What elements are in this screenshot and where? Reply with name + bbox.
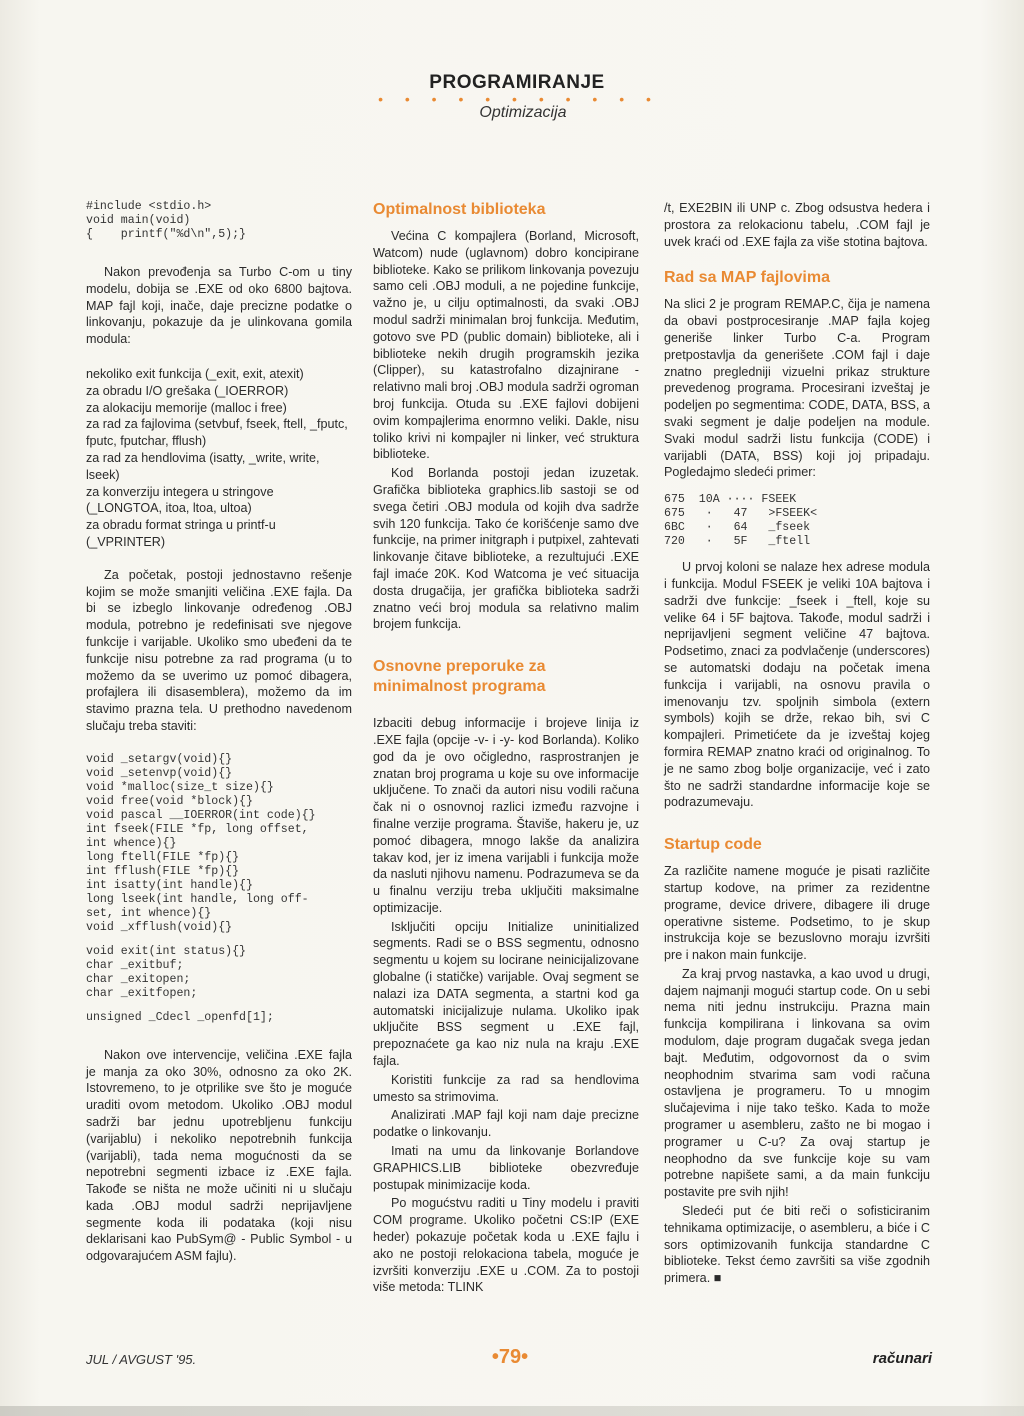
heading-optimalnost-biblioteka: Optimalnost biblioteka [373,201,546,218]
heading-rad-sa-map-fajlovima: Rad sa MAP fajlovima [664,269,830,287]
heading-startup-code: Startup code [664,836,762,854]
heading-osnovne-preporuke: Osnovne preporuke za minimalnost programa [373,658,546,696]
paragraph: Nakon ove intervencije, veličina .EXE fajla je manja za oko 30%, odnosno za oko 2K. Istovremeno, to je otprilike sve što je moguće uraditi ovom metodom. Ukoliko .OBJ modul sadrži bar jednu upotrebljenu funkciju (varijablu) i nekoliko nepotrebnih funkcija (varijabli), tada nema mogućnosti da se nepotrebni segmenti izbace iz .EXE fajla. Takođe se ništa ne može učiniti ni u slučaju kada .OBJ modul sadrži neprijavljene segmente koda ili podataka (koji nisu deklarisani kao PubSym@ - Public Symbol - u odgovarajućem ASM fajlu). [86,1047,352,1264]
column-2 [373,200,639,1298]
section-title: PROGRAMIRANJE [429,72,605,93]
paragraph: Koristiti funkcije za rad sa hendlovima umesto sa strimovima. [373,1072,639,1104]
paragraph: Za kraj prvog nastavka, a kao uvod u drugi, dajem najmanji mogući startup code. On u sebi nema niti jednu instrukciju. Prazna main funkcija kompilirana i linkovana sa ovim modulom, daje program dugačak svega jedan bajt. Međutim, odgovornost da o svim neophodnim stvarima sam vodi računa ostavljena je programeru. To u mnogim slučajevima i nije tako teško. Kada to može programer u asembleru, zašto ne bi mogao i programer u C-u? Za ovaj startup je neophodno da sve funkcije koje su vam potrebne napišete sami, a da main funkciju postavite pre svih njih! [664,966,930,1200]
list-item: za obradu format stringa u printf-u (_VPRINTER) [86,518,276,549]
page-header [0,72,1024,122]
paragraph: Za različite namene moguće je pisati različite startup kodove, na primer za rezidentne programe, device drivere, dibagere ili druge operativne sisteme. Podsetimo, to je skup instrukcija koje se bezuslovno moraju izvršiti pre i nakon main funkcije. [664,864,930,963]
paragraph: Na slici 2 je program REMAP.C, čija je namena da obavi postprocesiranje .MAP fajla kojeg generiše linker Turbo C-a. Program pretpostavlja da generišete .COM fajl i daje znatno pregledniji vizuelni prikaz strukture prevedenog programa. Procesirani izveštaj je podeljen po segmentima: CODE, DATA, BSS, a svaki segment je dalje podeljen na module. Svaki modul sadrži listu funkcija (CODE) i varijabli (DATA, BSS) koji joj pripadaju. Pogledajmo sledeći primer: [664,297,930,480]
code-block-stubs: void _setargv(void){} void _setenvp(void){} void *malloc(size_t size){} void free(void *block){} void pascal __IOERROR(int code){} int fseek(FILE *fp, long offset, int whence){} long ftell(FILE *fp){} int fflush(FILE *fp){} int isatty(int handle){} long lseek(int handle, long off- set, int whence){} void _xfflush(void){} [86,752,316,934]
section-subtitle: Optimizacija [479,104,567,121]
list-item: nekoliko exit funkcija (_exit, exit, atexit) [86,366,304,381]
scan-edge [0,1406,1024,1416]
paragraph: Većina C kompajlera (Borland, Microsoft, Watcom) nude (uglavnom) dobro koncipirane biblioteke. Kako se prilikom linkovanja povezuju samo celi .OBJ moduli, a ne pojedine funkcije, važno je, u cilju optimalnosti, da svaki .OBJ modul sadrži minimalan broj funkcija. Međutim, gotovo sve PD (public domain) biblioteke, ali i biblioteke nekih drugih programskih jezika (Clipper), su katastrofalno dizajnirane - relativno mali broj .OBJ modula sadrži ogroman broj funkcija. Otuda su .EXE fajlovi dobijeni ovim kompajlerima enormno veliki. Dakle, nisu toliko krivi ni kompajler ni linker, već struktura biblioteke. [373,229,640,462]
paragraph: Sledeći put će biti reči o sofisticiranim tehnikama optimizacije, o asembleru, a biće i C sors optimizovanih funkcija standardne C biblioteke. Tekst ćemo završiti sa više zgodnih primera. ■ [664,1204,930,1286]
module-list [86,366,352,551]
code-block-hello: #include <stdio.h> void main(void) { printf("%d\n",5);} [86,200,247,241]
paragraph: Kod Borlanda postoji jedan izuzetak. Grafička biblioteka graphics.lib sastoji se od svega četiri .OBJ modula od kojih dva sadrže svih 120 funkcija. Tako će korišćenje samo dve funkcije, na primer initgraph i putpixel, zahtevati linkovanje čitave biblioteke, a rezultujući .EXE fajl imaće 20K. Kod Watcoma je već situacija dosta drugačija, jer grafička biblioteka sadrži znatno veći broj modula sa relativno malim brojem funkcija. [373,466,639,632]
list-item: za rad za fajlovima (setvbuf, fseek, ftell, _fputc, fputc, fputchar, fflush) [86,417,348,449]
paragraph: Nakon prevođenja sa Turbo C-om u tiny modelu, dobija se .EXE od oko 6800 bajtova. MAP fajl koji, inače, daje precizne podatke o linkovanju, pokazuje da je ulinkovana gomila modula: [86,265,352,347]
paragraph: Za početak, postoji jednostavno rešenje kojim se može smanjiti veličina .EXE fajla. Da bi se izbeglo linkovanje određenog .OBJ modula, potrebno je redefinisati sve njegove funkcije i varijable. Ukoliko smo ubeđeni da te funkcije nisu potrebne za rad programa (u to možemo da se uverimo uz pomoć dibagera, profajlera ili disasemblera), možemo da im stavimo prazna tela. U prethodno navedenom slučaju treba staviti: [86,567,352,733]
column-1 [86,200,352,1267]
paragraph: Po mogućstvu raditi u Tiny modelu i praviti COM programe. Ukoliko početni CS:IP (EXE heder) pokazuje početak koda u .EXE fajlu i ako ne postoji relokaciona tabela, moguće je izvršiti konverziju .EXE u .COM. Za to postoji više metoda: TLINK [373,1196,639,1295]
page-number: •79• [491,1346,529,1368]
decorative-dots: • • • • • • • • • • • [378,91,660,107]
magazine-logo: računari [872,1350,932,1367]
column-3 [664,200,930,1289]
paragraph: Imati na umu da linkovanje Borlandove GRAPHICS.LIB biblioteke obezvređuje postupak minimizacije koda. [373,1144,639,1192]
paragraph: U prvoj koloni se nalaze hex adrese modula i funkcija. Modul FSEEK je veliki 10A bajtova i sadrži dve funkcije: _fseek i _ftell, koje su velike 64 i 5F bajtova. Takođe, modul sadrži i neprijavljeni segment veličine 47 bajtova. Podsetimo, znaci za podvlačenje (underscores) se automatski dodaju na početak imena funkcija i varijabli, na osnovu pravila o imenovanju tzv. spoljnih simbola (extern symbols) kojih se drže, rekao bih, svi C kompajleri. Primetićete da je izveštaj kojeg formira REMAP znatno kraći od originalnog. To je ne samo zbog bolje organizacije, već i zato što ne sadrži standardne informacije koje se podrazumevaju. [664,560,930,810]
paragraph: Izbaciti debug informacije i brojeve linija iz .EXE fajla (opcije -v- i -y- kod Borlanda). Koliko god da je ovo očigledno, rasprostranjen je znatan broj programa u koje su ove informacije uključene. To znači da autori nisu vodili računa čak ni o osnovnoj razlici između razvojne i finalne verzije programa. Štaviše, hakeru je, uz pomoć dibagera, mnogo lakše da analizira takav kod, jer iz imena varijabli i funkcija može da nasluti njihovu namenu. Podrazumeva se da u finalnu verziju treba uključiti maksimalne optimizacije. [373,716,639,915]
list-item: za konverziju integera u stringove (_LONGTOA, itoa, ltoa, ultoa) [86,484,274,516]
list-item: za alokaciju memorije (malloc i free) [86,400,287,415]
issue-date: JUL / AVGUST '95. [86,1352,197,1367]
paragraph: Analizirati .MAP fajl koji nam daje precizne podatke o linkovanju. [373,1108,639,1140]
code-block-exit: void exit(int status){} char _exitbuf; char _exitopen; char _exitfopen; [86,944,247,1000]
list-item: za rad za hendlovima (isatty, _write, write, lseek) [86,450,320,482]
paragraph: Isključiti opciju Initialize uninitialized segments. Radi se o BSS segmentu, odnosno segmentu u kojem su locirane neinicijalizovane globalne (i statičke) varijable. Ovaj segment se nalazi iza DATA segmenta, a startni kod ga automatski inicijalizuje nulama. Ukoliko ipak uključite BSS segment u .EXE fajl, prepoznaćete ga kao niz nula na kraju .EXE fajla. [373,919,639,1069]
code-block-openfd: unsigned _Cdecl _openfd[1]; [86,1010,274,1024]
list-item: za obradu I/O grešaka (_IOERROR) [86,383,289,398]
paragraph: /t, EXE2BIN ili UNP c. Zbog odsustva hedera i prostora za relokacionu tabelu, .COM fajl je uvek kraći od .EXE fajla za više stotina bajtova. [664,201,930,249]
code-block-map-example: 675 10A ···· FSEEK 675 · 47 >FSEEK< 6BC · 64 _fseek 720 · 5F _ftell [664,493,818,549]
